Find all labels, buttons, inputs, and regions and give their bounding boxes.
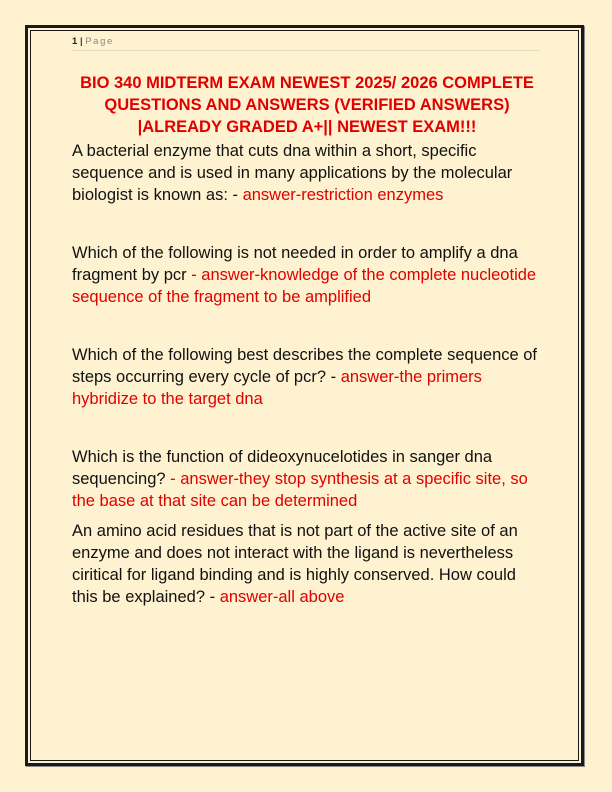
qa-item-2 <box>72 242 542 308</box>
answer-text: answer-restriction enzymes <box>242 186 444 204</box>
qa-item-1 <box>72 140 542 206</box>
spacer <box>72 308 542 344</box>
document-title: BIO 340 MIDTERM EXAM NEWEST 2025/ 2026 COMPLETE QUESTIONS AND ANSWERS (VERIFIED ANSWERS) |ALREADY GRADED A+|| NEWEST EXAM!!! <box>80 74 534 136</box>
page-label: Page <box>85 36 114 47</box>
page-header <box>72 36 540 51</box>
page-number: 1 <box>72 36 78 47</box>
qa-item-4 <box>72 446 542 512</box>
question-text: A bacterial enzyme that cuts dna within a short, specific sequence and is used in many applications by the molecular biologist is known as: - <box>72 142 513 204</box>
spacer <box>72 206 542 242</box>
qa-item-3 <box>72 344 542 410</box>
question-text: Which is the function of dideoxynucelotides in sanger dna sequencing? <box>72 448 493 488</box>
spacer <box>72 512 542 520</box>
answer-text: - answer-knowledge of the complete nucleotide sequence of the fragment to be amplified <box>72 266 537 306</box>
document-body <box>72 72 542 608</box>
answer-text: answer-all above <box>219 588 345 606</box>
answer-text: answer-the primers hybridize to the target dna <box>72 368 482 408</box>
spacer <box>72 410 542 446</box>
question-text: An amino acid residues that is not part of the active site of an enzyme and does not interact with the ligand is nevertheless ciritical for ligand binding and is highly conserved. How could this be explained? - <box>72 522 518 606</box>
answer-text: - answer-they stop synthesis at a specific site, so the base at that site can be determined <box>72 470 528 510</box>
question-text: Which of the following best describes the complete sequence of steps occurring every cycle of pcr? - <box>72 346 538 386</box>
question-text: Which of the following is not needed in order to amplify a dna fragment by pcr <box>72 244 518 284</box>
qa-item-5 <box>72 520 542 608</box>
header-separator: | <box>79 36 83 47</box>
